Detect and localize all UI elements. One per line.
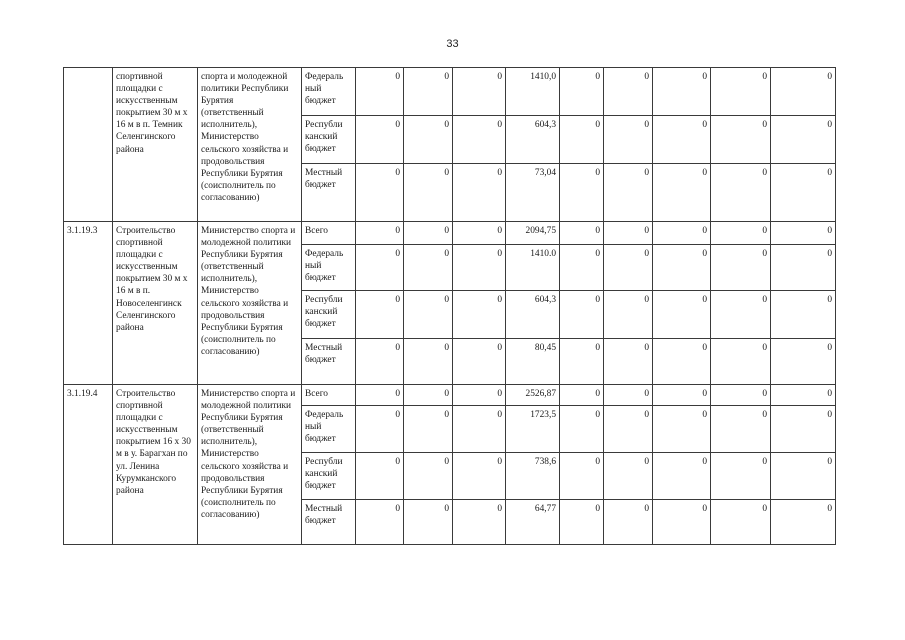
- value-cell: 0: [404, 453, 453, 500]
- value-cell: 0: [711, 116, 771, 164]
- value-cell: 604,3: [506, 291, 560, 339]
- table-row: [64, 385, 836, 406]
- value-cell: 0: [404, 222, 453, 245]
- value-cell: 0: [771, 245, 836, 291]
- value-cell: 0: [404, 500, 453, 545]
- value-cell: 0: [653, 385, 711, 406]
- measure-code: 3.1.19.4: [64, 385, 113, 545]
- value-cell: 0: [771, 164, 836, 222]
- value-cell: 0: [356, 68, 404, 116]
- funding-source: Местный бюджет: [302, 164, 356, 222]
- value-cell: 0: [711, 339, 771, 385]
- funding-source: Всего: [302, 385, 356, 406]
- value-cell: 0: [604, 339, 653, 385]
- value-cell: 0: [453, 500, 506, 545]
- funding-source: Федераль ный бюджет: [302, 245, 356, 291]
- measure-object: Строительство спортивной площадки с искусственным покрытием 30 м х 16 м в п. Новоселенгинск Селенгинского района: [113, 222, 198, 385]
- value-cell: 0: [560, 500, 604, 545]
- value-cell: 1410,0: [506, 68, 560, 116]
- value-cell: 0: [711, 500, 771, 545]
- value-cell: 1410.0: [506, 245, 560, 291]
- value-cell: 0: [653, 500, 711, 545]
- value-cell: 0: [711, 222, 771, 245]
- value-cell: 0: [771, 116, 836, 164]
- value-cell: 0: [653, 116, 711, 164]
- measure-code: 3.1.19.3: [64, 222, 113, 385]
- value-cell: 0: [604, 222, 653, 245]
- value-cell: 80,45: [506, 339, 560, 385]
- value-cell: 0: [560, 116, 604, 164]
- value-cell: 0: [453, 453, 506, 500]
- value-cell: 2526,87: [506, 385, 560, 406]
- value-cell: 0: [653, 453, 711, 500]
- measure-executor: Министерство спорта и молодежной политики Республики Бурятия (ответственный исполнитель), Министерство сельского хозяйства и продовольствия Республики Бурятия (соисполнитель по согласованию): [198, 222, 302, 385]
- value-cell: 0: [453, 385, 506, 406]
- value-cell: 0: [404, 339, 453, 385]
- page-number: 33: [446, 38, 459, 50]
- value-cell: 64,77: [506, 500, 560, 545]
- funding-source: Республи канский бюджет: [302, 453, 356, 500]
- value-cell: 0: [453, 245, 506, 291]
- funding-source: Местный бюджет: [302, 500, 356, 545]
- value-cell: 0: [711, 291, 771, 339]
- funding-source: Республи канский бюджет: [302, 291, 356, 339]
- value-cell: 0: [653, 222, 711, 245]
- funding-source: Федераль ный бюджет: [302, 406, 356, 453]
- value-cell: 0: [560, 222, 604, 245]
- table-row: [64, 68, 836, 116]
- value-cell: 0: [604, 68, 653, 116]
- value-cell: 0: [356, 245, 404, 291]
- value-cell: 0: [604, 500, 653, 545]
- value-cell: 0: [404, 385, 453, 406]
- value-cell: 0: [404, 164, 453, 222]
- value-cell: 73,04: [506, 164, 560, 222]
- value-cell: 604,3: [506, 116, 560, 164]
- value-cell: 0: [711, 453, 771, 500]
- measure-object: Строительство спортивной площадки с искусственным покрытием 16 х 30 м в у. Барагхан по ул. Ленина Курумканского района: [113, 385, 198, 545]
- funding-source: Республи канский бюджет: [302, 116, 356, 164]
- value-cell: 0: [453, 164, 506, 222]
- value-cell: 0: [653, 245, 711, 291]
- value-cell: 0: [356, 385, 404, 406]
- value-cell: 0: [771, 385, 836, 406]
- value-cell: 0: [560, 453, 604, 500]
- value-cell: 0: [356, 500, 404, 545]
- value-cell: 0: [560, 68, 604, 116]
- value-cell: 0: [771, 406, 836, 453]
- value-cell: 0: [653, 164, 711, 222]
- value-cell: 0: [560, 406, 604, 453]
- value-cell: 0: [604, 453, 653, 500]
- value-cell: 0: [404, 116, 453, 164]
- value-cell: 0: [653, 291, 711, 339]
- value-cell: 0: [453, 406, 506, 453]
- value-cell: 0: [771, 453, 836, 500]
- measure-executor: спорта и молодежной политики Республики Бурятия (ответственный исполнитель), Министерство сельского хозяйства и продовольствия Республики Бурятия (соисполнитель по согласованию): [198, 68, 302, 222]
- value-cell: 0: [560, 291, 604, 339]
- value-cell: 0: [356, 116, 404, 164]
- value-cell: 0: [604, 116, 653, 164]
- measure-code: [64, 68, 113, 222]
- value-cell: 0: [604, 385, 653, 406]
- measure-object: спортивной площадки с искусственным покрытием 30 м х 16 м в п. Темник Селенгинского района: [113, 68, 198, 222]
- value-cell: 0: [711, 68, 771, 116]
- value-cell: 0: [356, 406, 404, 453]
- value-cell: 0: [453, 222, 506, 245]
- funding-source: Местный бюджет: [302, 339, 356, 385]
- value-cell: 0: [711, 164, 771, 222]
- value-cell: 0: [356, 339, 404, 385]
- value-cell: 0: [653, 68, 711, 116]
- value-cell: 0: [604, 291, 653, 339]
- value-cell: 0: [560, 339, 604, 385]
- value-cell: 0: [560, 385, 604, 406]
- value-cell: 2094,75: [506, 222, 560, 245]
- value-cell: 0: [356, 164, 404, 222]
- value-cell: 0: [604, 406, 653, 453]
- budget-table: [63, 67, 836, 545]
- value-cell: 738,6: [506, 453, 560, 500]
- value-cell: 0: [711, 406, 771, 453]
- value-cell: 0: [653, 339, 711, 385]
- value-cell: 0: [404, 68, 453, 116]
- value-cell: 0: [404, 245, 453, 291]
- value-cell: 0: [771, 222, 836, 245]
- value-cell: 0: [771, 68, 836, 116]
- value-cell: 0: [711, 245, 771, 291]
- measure-executor: Министерство спорта и молодежной политики Республики Бурятия (ответственный исполнитель), Министерство сельского хозяйства и продовольствия Республики Бурятия (соисполнитель по согласованию): [198, 385, 302, 545]
- value-cell: 0: [404, 406, 453, 453]
- value-cell: 0: [560, 245, 604, 291]
- value-cell: 0: [356, 453, 404, 500]
- value-cell: 0: [653, 406, 711, 453]
- value-cell: 0: [711, 385, 771, 406]
- value-cell: 0: [453, 291, 506, 339]
- value-cell: 0: [453, 116, 506, 164]
- funding-source: Федераль ный бюджет: [302, 68, 356, 116]
- value-cell: 0: [356, 222, 404, 245]
- value-cell: 0: [560, 164, 604, 222]
- value-cell: 0: [404, 291, 453, 339]
- value-cell: 1723,5: [506, 406, 560, 453]
- value-cell: 0: [771, 339, 836, 385]
- table-row: [64, 222, 836, 245]
- value-cell: 0: [604, 164, 653, 222]
- value-cell: 0: [771, 291, 836, 339]
- value-cell: 0: [604, 245, 653, 291]
- value-cell: 0: [356, 291, 404, 339]
- value-cell: 0: [453, 339, 506, 385]
- funding-source: Всего: [302, 222, 356, 245]
- value-cell: 0: [771, 500, 836, 545]
- value-cell: 0: [453, 68, 506, 116]
